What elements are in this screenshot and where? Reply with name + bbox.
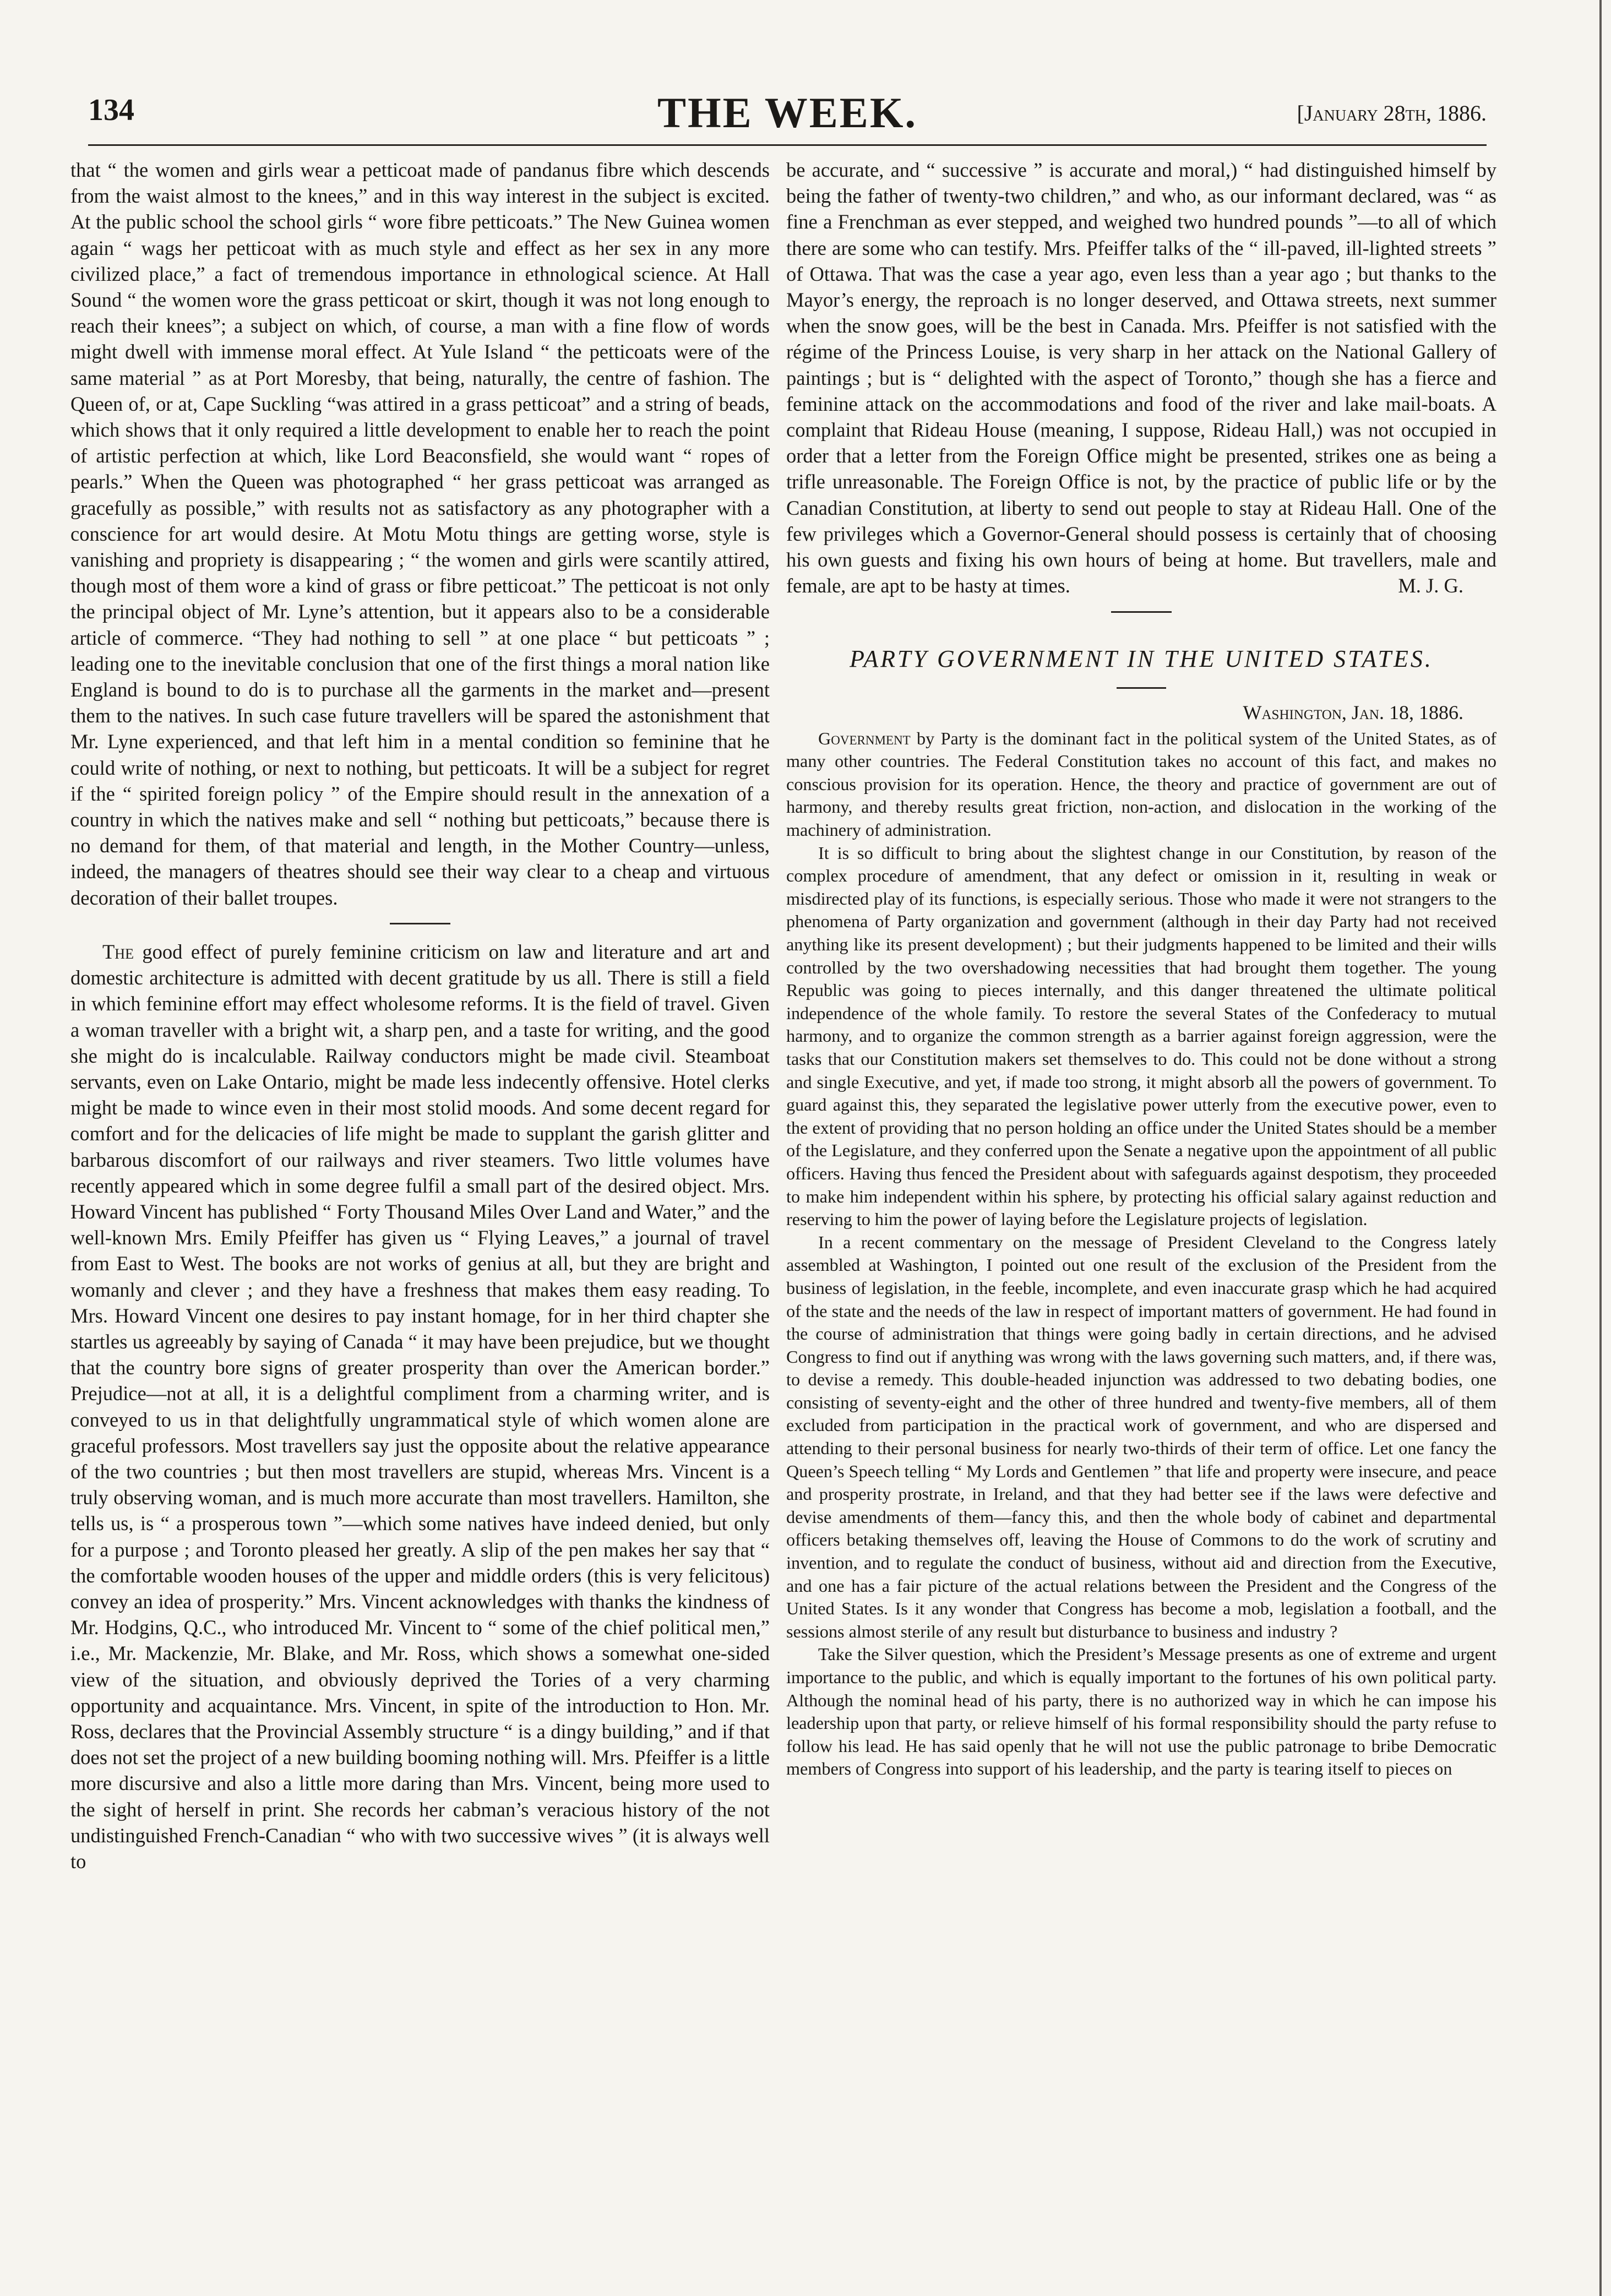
author-signature: M. J. G. — [1398, 574, 1463, 597]
dateline: Washington, Jan. 18, 1886. — [1243, 701, 1463, 723]
page-header — [88, 88, 1487, 143]
issue-date: [January 28th, 1886. — [1297, 101, 1487, 126]
article-paragraph: In a recent commentary on the message of President Cleveland to the Congress lately assembled at Washington, I pointed out one result of the exclusion of the President from the business of legislation, in the feeble, incomplete, and even inaccurate grasp which he had acquired of the state and the needs of the law in respect of important matters of government. He had found in the course of administration that things were going badly in certain directions, and he advised Congress to find out if anything was wrong with the laws governing such matters, and, if there was, to devise a remedy. This double-headed injunction was addressed to two debating bodies, one consisting of seventy-eight and the other of three hundred and twenty-five members, all of them excluded from participation in the practical work of government, and who are dispersed and attending to their personal business for nearly two-thirds of their term of office. Let one fancy the Queen’s Speech telling “ My Lords and Gentlemen ” that life and property were insecure, and peace and prosperity prostrate, in Ireland, and that they had better see if the laws were defective and devise amendments of them—fancy this, and then the whole body of cabinet and departmental officers betaking themselves off, leaving the House of Commons to do the work of scrutiny and invention, and to regulate the conduct of business, without aid and direction from the Executive, and one has a fair picture of the actual relations between the President and the Congress of the United States. Is it any wonder that Congress has become a mob, legislation a football, and the sessions almost sterile of any result but disturbance to business and industry ? — [786, 1232, 1496, 1641]
petticoat-paragraph: that “ the women and girls wear a petticoat made of pandanus fibre which descends from the waist almost to the knees,” and in this way interest in the subject is excited. At the public school the school girls “ wore fibre petticoats.” The New Guinea women again “ wags her petticoat with as much style and effect as her sex in any more civilized place,” a fact of tremendous importance in ethnological science. At Hall Sound “ the women wore the grass petticoat or skirt, though it was not long enough to reach their knees”; a subject on which, of course, a man with a fine flow of words might dwell with immense moral effect. At Yule Island “ the petticoats were of the same material ” as at Port Moresby, that being, naturally, the centre of fashion. The Queen of, or at, Cape Suckling “was attired in a grass petticoat” and a string of beads, which shows that it only required a little development to enable her to reach the point of artistic perfection at which, like Lord Beaconsfield, she would want “ ropes of pearls.” When the Queen was photographed “ her grass petticoat was arranged as gracefully as possible,” with results not as satisfactory as any photographer with a conscience for art would desire. At Motu Motu things are getting worse, style is vanishing and propriety is disappearing ; “ the women and girls were scantily attired, though most of them wore a kind of grass or fibre petticoat.” The petticoat is not only the principal object of Mr. Lyne’s attention, but it appears also to be a considerable article of commerce. “They had nothing to sell ” at one place “ but petticoats ” ; leading one to the inevitable conclusion that one of the first things a moral nation like England is bound to do is to purchase all the garments in the market and—present them to the natives. In such case future travellers will be spared the astonishment that Mr. Lyne experienced, and that left him in a mental condition so feminine that he could write of nothing, or next to nothing, but petticoats. It will be a subject for regret if the “ spirited foreign policy ” of the Empire should result in the annexation of a country in which the natives make and sell “ nothing but petticoats,” because there is no demand for them, of that material and length, in the Mother Country—unless, indeed, the managers of theatres should see their way clear to a cheap and virtuous decoration of their ballet troupes. — [70, 159, 770, 909]
article-title: PARTY GOVERNMENT IN THE UNITED STATES. — [850, 645, 1433, 672]
paragraph-lead-word: The — [102, 940, 134, 963]
page-edge — [1599, 0, 1602, 2296]
right-column — [786, 157, 1496, 2255]
article-paragraph: It is so difficult to bring about the slightest change in our Constitution, by reason of the complex procedure of amendment, that any defect or omission in it, resulting in weak or misdirected play of its functions, is especially serious. Those who made it were not strangers to the phenomena of Party organization and government (although in their day Party had not received anything like its present development) ; but their judgments happened to be limited and their wills controlled by the two overshadowing necessities that had brought them together. The young Republic was going to pieces internally, and this danger threatened the ultimate political independence of the whole family. To restore the several States of the Confederacy to mutual harmony, and to organize the common strength as a barrier against foreign aggression, were the tasks that our Constitution makers set themselves to do. This could not be done without a strong and single Executive, and yet, if made too strong, it might absorb all the powers of government. To guard against this, they separated the legislative power utterly from the executive power, even to the extent of providing that no person holding an office under the United States should be a member of the Legislature, and they conferred upon the Senate a negative upon the appointment of all public officers. Having thus fenced the President about with safeguards against despotism, they proceeded to make him independent within his sphere, by protecting his official salary against reduction and reserving to him the power of laying before the Legislature projects of legislation. — [786, 842, 1496, 1229]
feminine-criticism-paragraph — [70, 939, 770, 1874]
article-paragraph — [786, 727, 1496, 842]
section-divider — [1111, 611, 1172, 613]
paragraph-body: good effect of purely feminine criticism on law and literature and art and domestic architecture is admitted with decent gratitude by us all. There is still a field in which feminine effort may effect wholesome reforms. It is the field of travel. Given a woman traveller with a bright wit, a sharp pen, and a taste for writing, and the good she might do is incalculable. Railway conductors might be made civil. Steamboat servants, even on Lake Ontario, might be made less indecently offensive. Hotel clerks might be made to wince even in their most stolid moods. And some decent regard for comfort and for the delicacies of life might be made to supplant the garish glitter and barbarous discomfort of our railways and river steamers. Two little volumes have recently appeared which in some degree fulfil a small part of the desired object. Mrs. Howard Vincent has published “ Forty Thousand Miles Over Land and Water,” and the well-known Mrs. Emily Pfeiffer has given us “ Flying Leaves,” a journal of travel from East to West. The books are not works of genius at all, but they are bright and womanly and clever ; and they have a freshness that makes them easy reading. To Mrs. Howard Vincent one desires to pay instant homage, for in her third chapter she startles us agreeably by saying of Canada “ it may have been prejudice, but we thought that the country bore signs of greater prosperity than over the American border.” Prejudice—not at all, it is a delightful compliment from a charming writer, and is conveyed to us in that delightfully ungrammatical style of which women alone are graceful professors. Most travellers say just the opposite about the relative appearance of the two countries ; but then most travellers are stupid, whereas Mrs. Vincent is a truly observing woman, and is much more accurate than most travellers. Hamilton, she tells us, is “ a prosperous town ”—which some natives have indeed denied, but only for a purpose ; and Toronto pleased her greatly. A slip of the pen makes her say that “ the comfortable wooden houses of the upper and middle orders (this is very felicitous) convey an idea of prosperity.” Mrs. Vincent acknowledges with thanks the kindness of Mr. Hodgins, Q.C., who introduced Mr. Vincent to “ some of the chief political men,” i.e., Mr. Mackenzie, Mr. Blake, and Mr. Ross, which shows a somewhat one-sided view of the situation, and obviously deprived the Tories of a very charming opportunity and acquaintance. Mrs. Vincent, in spite of the introduction to Hon. Mr. Ross, declares that the Provincial Assembly structure “ is a dingy building,” and if that does not set the project of a new building booming nothing will. Mrs. Pfeiffer is a little more discursive and also a little more daring than Mrs. Vincent, being more used to the sight of herself in print. She records her cabman’s veracious history of the not undistinguished French-Canadian “ who with two successive wives ” (it is always well to — [70, 940, 770, 1873]
title-rule — [1117, 687, 1166, 689]
article-paragraph: Take the Silver question, which the President’s Message presents as one of extreme and urgent importance to the public, and which is equally important to the fortunes of his own political party. Although the nominal head of his party, there is no authorized way in which he can impose his leadership upon that party, or relieve himself of his formal responsibility should the party refuse to follow his lead. He has said openly that he will not use the public patronage to bribe Democratic members of Congress into support of his leadership, and the party is tearing itself to pieces on — [786, 1644, 1496, 1779]
paragraph-lead-word: Government — [818, 728, 911, 748]
section-divider — [390, 923, 450, 924]
pfeiffer-paragraph: be accurate, and “ successive ” is accurate and moral,) “ had distinguished himself by being the father of twenty-two children,” and who, as our informant declared, was “ as fine a Frenchman as ever stepped, and weighed two hundred pounds ”—to all of which there are some who can testify. Mrs. Pfeiffer talks of the “ ill-paved, ill-lighted streets ” of Ottawa. That was the case a year ago, even less than a year ago ; but thanks to the Mayor’s energy, the reproach is no longer deserved, and Ottawa streets, next summer when the snow goes, will be the best in Canada. Mrs. Pfeiffer is not satisfied with the régime of the Princess Louise, is very sharp in her attack on the National Gallery of paintings ; but is “ delighted with the aspect of Toronto,” though she has a fierce and feminine attack on the accommodations and food of the river and lake mail-boats. A complaint that Rideau House (meaning, I suppose, Rideau Hall,) was not occupied in order that a letter from the Foreign Office might be presented, strikes one as being a trifle unreasonable. The Foreign Office is not, by the practice of public life or by the Canadian Constitution, at liberty to send out people to stay at Rideau Hall. One of the few privileges which a Governor-General should possess is certainly that of choosing his own guests and fixing his own hours of being at home. But travellers, male and female, are apt to be hasty at times. — [786, 159, 1496, 597]
header-rule — [88, 144, 1487, 146]
masthead-title: THE WEEK. — [657, 89, 918, 137]
page-number: 134 — [88, 93, 134, 127]
paragraph-body: by Party is the dominant fact in the political system of the United States, as of many other countries. The Federal Constitution takes no account of this fact, and makes no conscious provision for its operation. Hence, the theory and practice of government are out of harmony, and thereby results great friction, non-action, and dislocation in the working of the machinery of administration. — [786, 728, 1496, 840]
left-column — [70, 157, 770, 2255]
